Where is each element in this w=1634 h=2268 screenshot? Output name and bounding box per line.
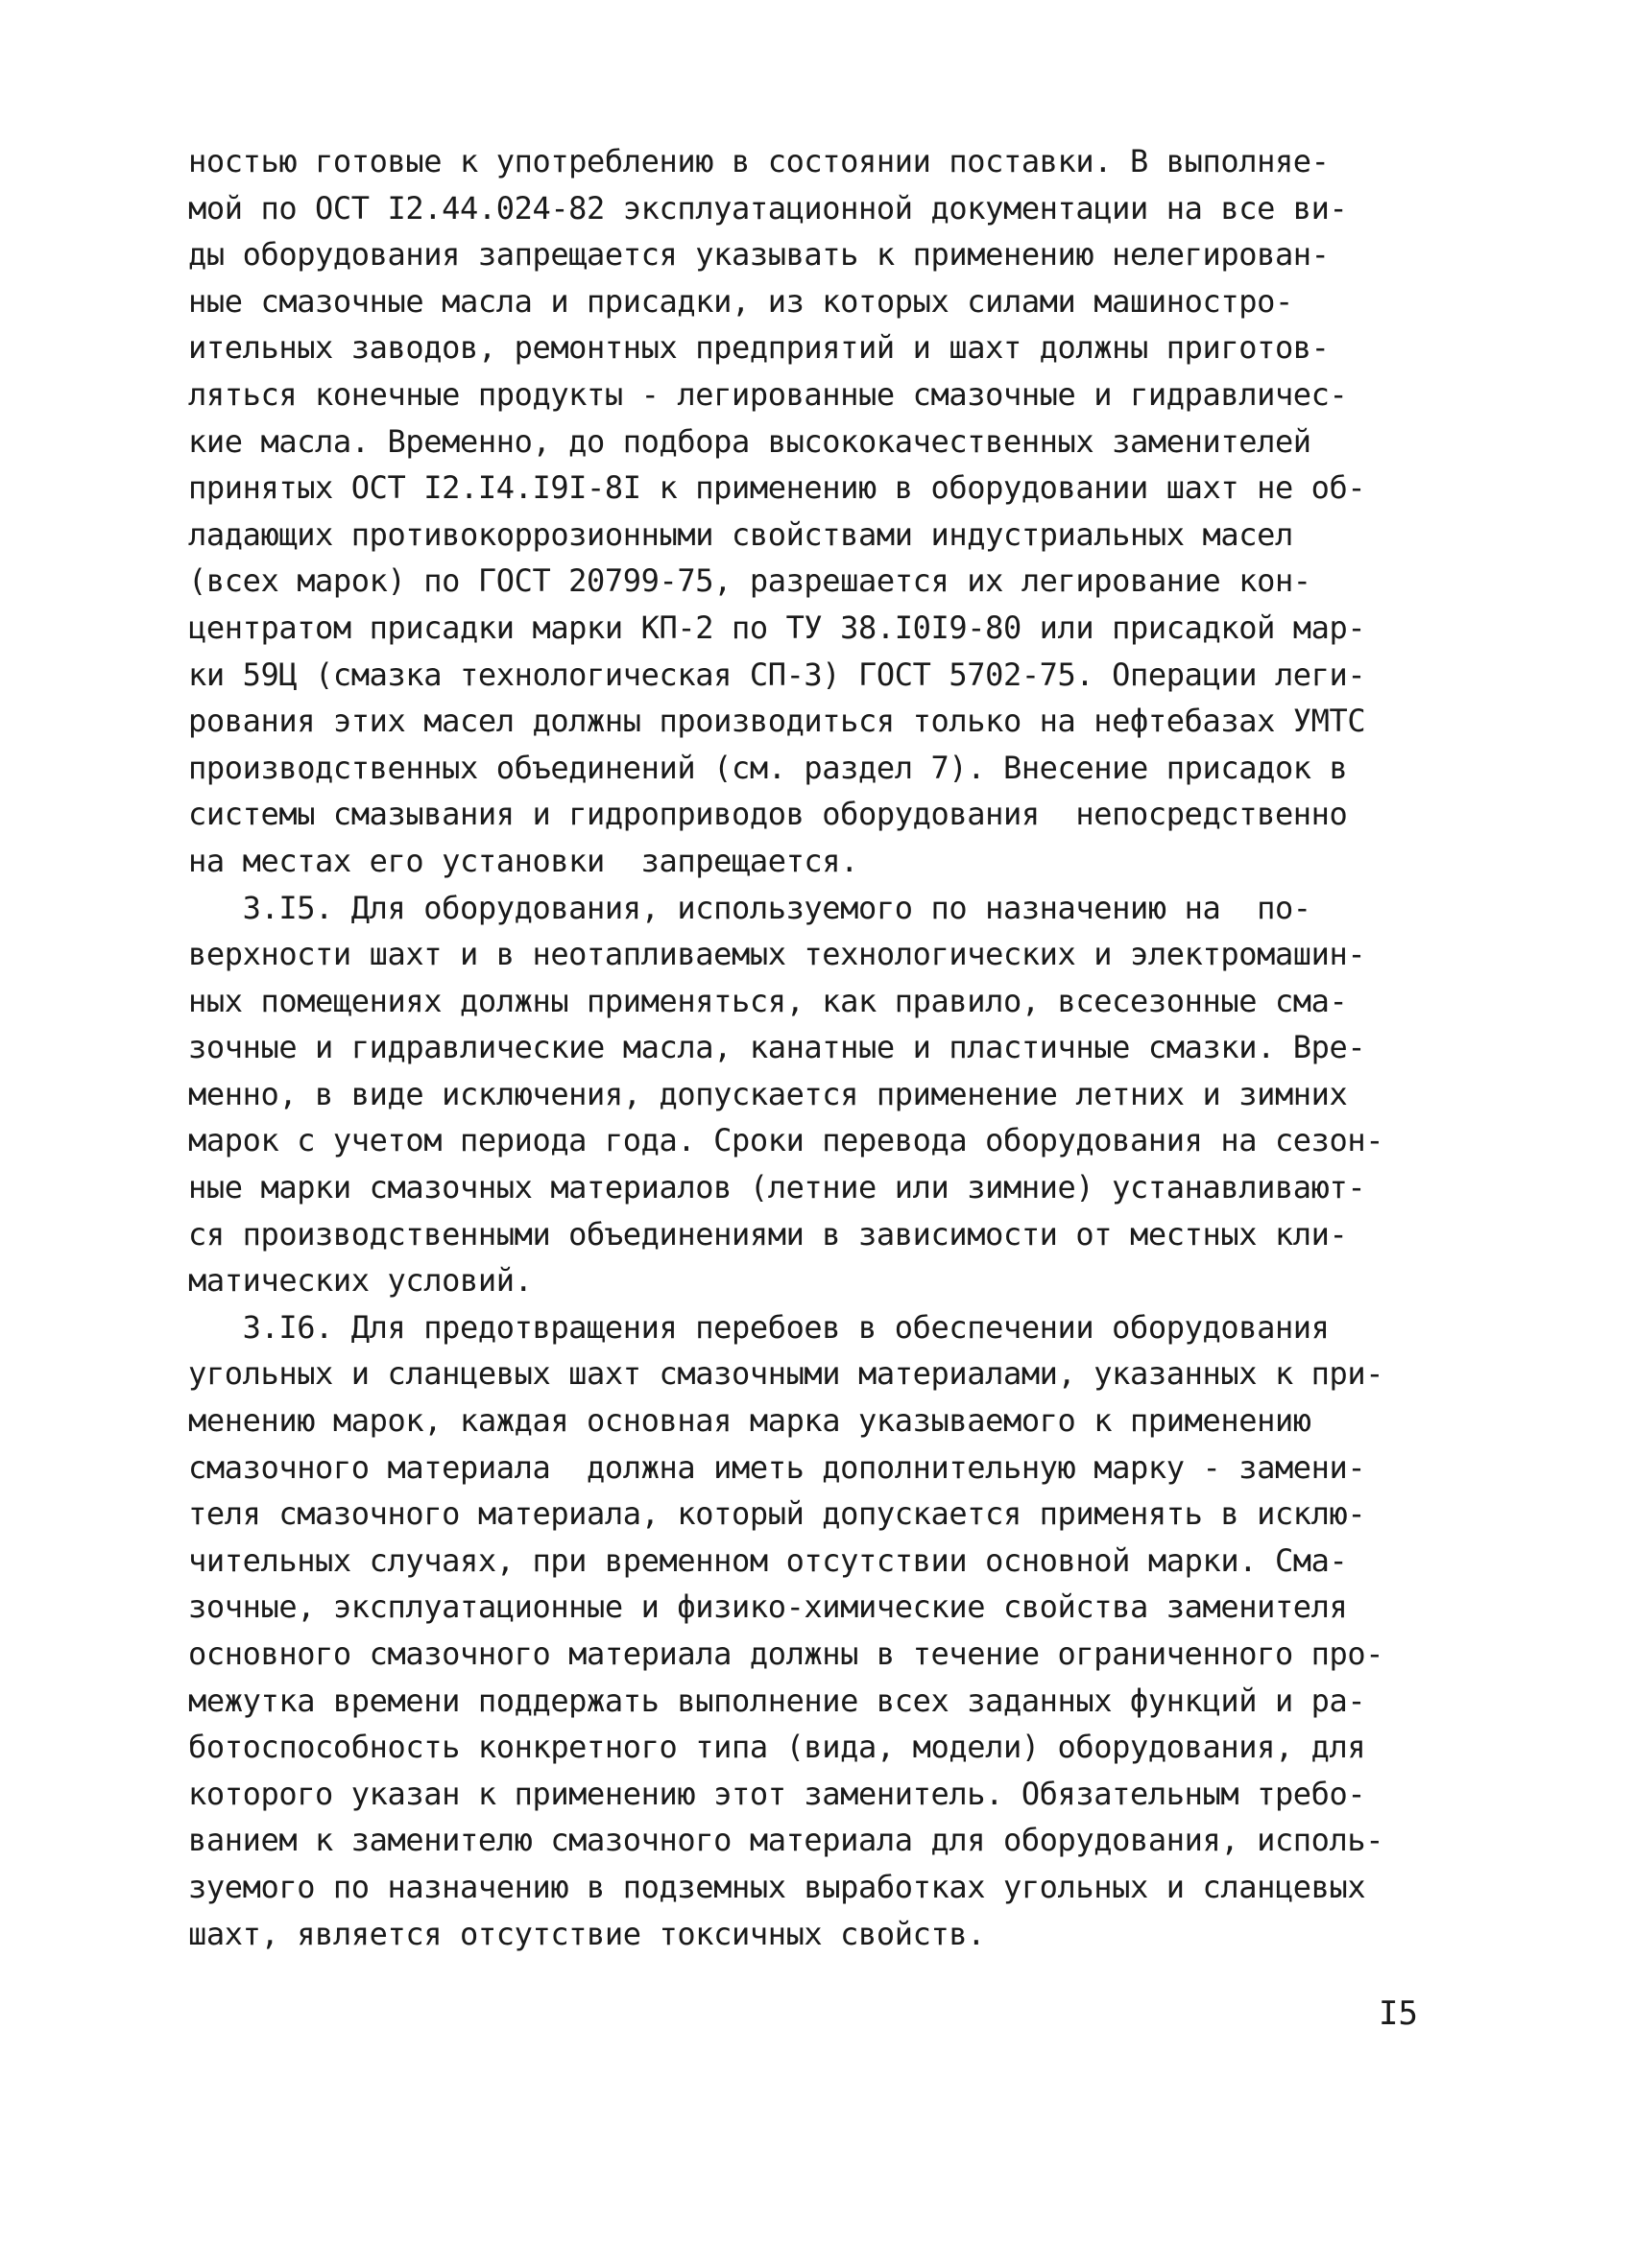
text-line: ды оборудования запрещается указывать к применению нелегирован-: [188, 236, 1330, 274]
text-line: зуемого по назначению в подземных выработках угольных и сланцевых: [188, 1868, 1366, 1905]
text-line: центратом присадки марки КП-2 по ТУ 38.I0I9-80 или присадкой мар-: [188, 609, 1366, 646]
text-line: (всех марок) по ГОСТ 20799-75, разрешается их легирование кон-: [188, 562, 1311, 600]
text-line: марок с учетом периода года. Сроки перевода оборудования на сезон-: [188, 1122, 1384, 1159]
text-line: ся производственными объединениями в зависимости от местных кли-: [188, 1215, 1348, 1253]
text-line: ных помещениях должны применяться, как правило, всесезонные сма-: [188, 982, 1348, 1019]
text-line: матических условий.: [188, 1262, 533, 1300]
text-line: зочные, эксплуатационные и физико-химические свойства заменителя: [188, 1588, 1348, 1626]
text-line: которого указан к применению этот заменитель. Обязательным требо-: [188, 1775, 1366, 1812]
text-line: на местах его установки запрещается.: [188, 842, 859, 879]
text-line: основного смазочного материала должны в течение ограниченного про-: [188, 1635, 1384, 1672]
text-line: производственных объединений (см. раздел 7). Внесение присадок в: [188, 749, 1348, 786]
text-line: зочные и гидравлические масла, канатные и пластичные смазки. Вре-: [188, 1029, 1366, 1066]
text-line: рования этих масел должны производиться только на нефтебазах УМТС: [188, 703, 1366, 740]
text-line: ки 59Ц (смазка технологическая СП-3) ГОСТ 5702-75. Операции леги-: [188, 656, 1366, 693]
text-line: ные марки смазочных материалов (летние или зимние) устанавливают-: [188, 1169, 1366, 1206]
text-line: мой по ОСТ I2.44.024-82 эксплуатационной документации на все ви-: [188, 189, 1348, 227]
body-text: [188, 138, 1475, 1957]
paragraph-3-16-start: 3.I6. Для предотвращения перебоев в обеспечении оборудования: [188, 1308, 1330, 1346]
text-line: шахт, является отсутствие токсичных свойств.: [188, 1915, 986, 1952]
text-line: теля смазочного материала, который допускается применять в исклю-: [188, 1495, 1366, 1533]
text-line: менению марок, каждая основная марка указываемого к применению: [188, 1402, 1311, 1440]
page-number: I5: [1379, 1994, 1418, 2033]
text-line: кие масла. Временно, до подбора высококачественных заменителей: [188, 422, 1311, 460]
text-line: ностью готовые к употреблению в состоянии поставки. В выполняе-: [188, 143, 1330, 179]
text-line: ванием к заменителю смазочного материала для оборудования, исполь-: [188, 1822, 1384, 1859]
text-line: принятых ОСТ I2.I4.I9I-8I к применению в оборудовании шахт не об-: [188, 469, 1366, 507]
text-line: ладающих противокоррозионными свойствами индустриальных масел: [188, 515, 1293, 553]
text-line: чительных случаях, при временном отсутствии основной марки. Сма-: [188, 1541, 1348, 1579]
text-line: ные смазочные масла и присадки, из которых силами машиностро-: [188, 282, 1293, 320]
paragraph-3-15-start: 3.I5. Для оборудования, используемого по назначению на по-: [188, 889, 1311, 926]
text-line: межутка времени поддержать выполнение всех заданных функций и ра-: [188, 1682, 1366, 1719]
text-line: системы смазывания и гидроприводов оборудования непосредственно: [188, 796, 1348, 833]
text-line: верхности шахт и в неотапливаемых технологических и электромашин-: [188, 936, 1366, 973]
text-line: ботоспособность конкретного типа (вида, модели) оборудования, для: [188, 1729, 1366, 1766]
text-line: ительных заводов, ремонтных предприятий и шахт должны приготов-: [188, 329, 1330, 367]
text-line: угольных и сланцевых шахт смазочными материалами, указанных к при-: [188, 1355, 1384, 1393]
text-line: ляться конечные продукты - легированные смазочные и гидравличес-: [188, 375, 1348, 413]
text-line: менно, в виде исключения, допускается применение летних и зимних: [188, 1075, 1348, 1112]
text-line: смазочного материала должна иметь дополнительную марку - замени-: [188, 1448, 1366, 1486]
